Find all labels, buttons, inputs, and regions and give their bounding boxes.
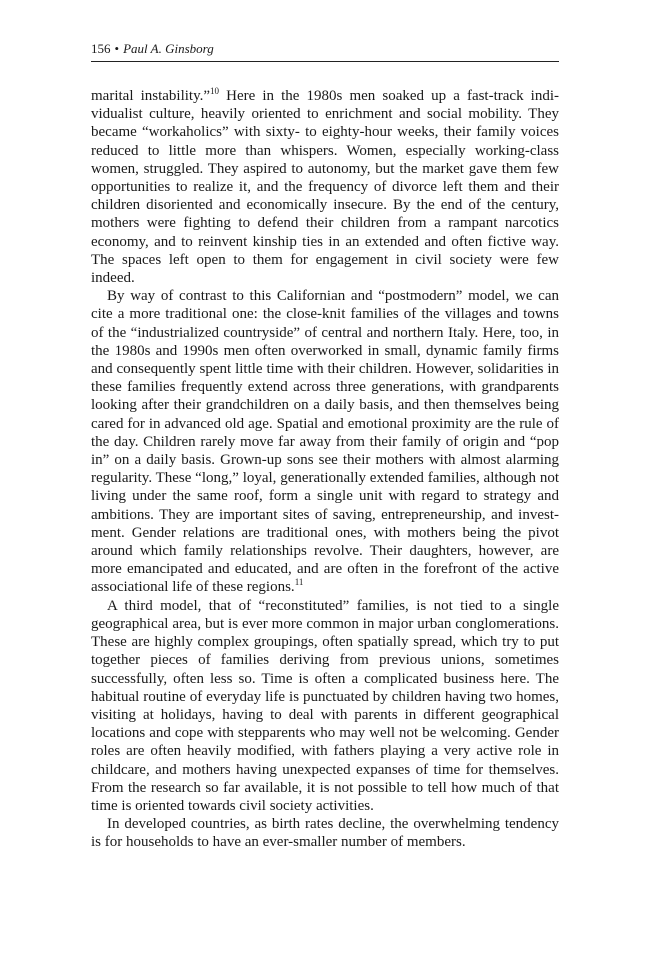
paragraph-text: marital instability.”: [91, 88, 211, 104]
footnote-ref: 10: [210, 86, 220, 96]
body-text: [91, 87, 559, 852]
paragraph: [91, 87, 559, 287]
paragraph: [91, 287, 559, 596]
paragraph-text: Here in the 1980s men soaked up a fast-track individualist culture, heavily oriented to enrichment and social mobility. They became “workaholics” with sixty- to eighty-hour weeks, their family voices reduced to little more than whispers. Women, especially working-class women, struggled. They aspired to autonomy, but the market gave them few opportunities to realize it, and the frequency of divorce left them and their children disoriented and economically insecure. By the end of the century, mothers were fighting to defend their children from a rampant narcotics economy, and to reinvent kinship ties in an extended and often fictive way. The spaces left open to them for engagement in civil society were few indeed.: [91, 88, 559, 287]
paragraph: [91, 815, 559, 851]
paragraph-text: In developed countries, as birth rates decline, the overwhelming tendency is for households to have an ever-smaller number of members.: [91, 816, 559, 851]
author-name: Paul A. Ginsborg: [123, 41, 214, 56]
paragraph: [91, 597, 559, 815]
running-header: [91, 40, 559, 62]
header-bullet: •: [114, 41, 120, 56]
page-number: 156: [91, 41, 111, 56]
paragraph-text: By way of contrast to this Californian and “postmodern” model, we can cite a more traditional one: the close-knit families of the villages and towns of the “industrialized countryside” of central and northern Italy. Here, too, in the 1980s and 1990s men often overworked in small, dynamic family firms and consequently spent little time with their children. However, solidarities in these families frequently extend across three generations, with grandparents looking after their grandchildren on a daily basis, and then themselves being cared for in advanced old age. Spatial and emotional proximity are the rule of the day. Children rarely move far away from their family of origin and “pop in” on a daily basis. Grown-up sons see their mothers with almost alarming regularity. These “long,” loyal, generationally extended families, although not living under the same roof, form a single unit with regard to strategy and ambitions. They are important sites of saving, entrepreneurship, and investment. Gender relations are traditional ones, with mothers being the pivot around which family relationships revolve. Their daughters, however, are more emancipated and educated, and are often in the forefront of the active associational life of these regions.: [91, 288, 559, 596]
footnote-ref: 11: [294, 577, 304, 588]
paragraph-text: A third model, that of “reconstituted” families, is not tied to a single geographical area, but is ever more common in major urban conglomerations. These are highly complex groupings, often spatially spread, which try to put together pieces of families deriving from previous unions, sometimes successfully, often less so. Time is often a complicated business here. The habitual routine of everyday life is punctuated by children having two homes, visiting at holidays, having to deal with parents in different geographical locations and cope with stepparents who may well not be welcoming. Gender roles are often heavily modified, with fathers playing a very active role in childcare, and mothers having unexpected expanses of time for themselves. From the research so far available, it is not possible to tell how much of that time is oriented towards civil society activities.: [91, 597, 559, 814]
